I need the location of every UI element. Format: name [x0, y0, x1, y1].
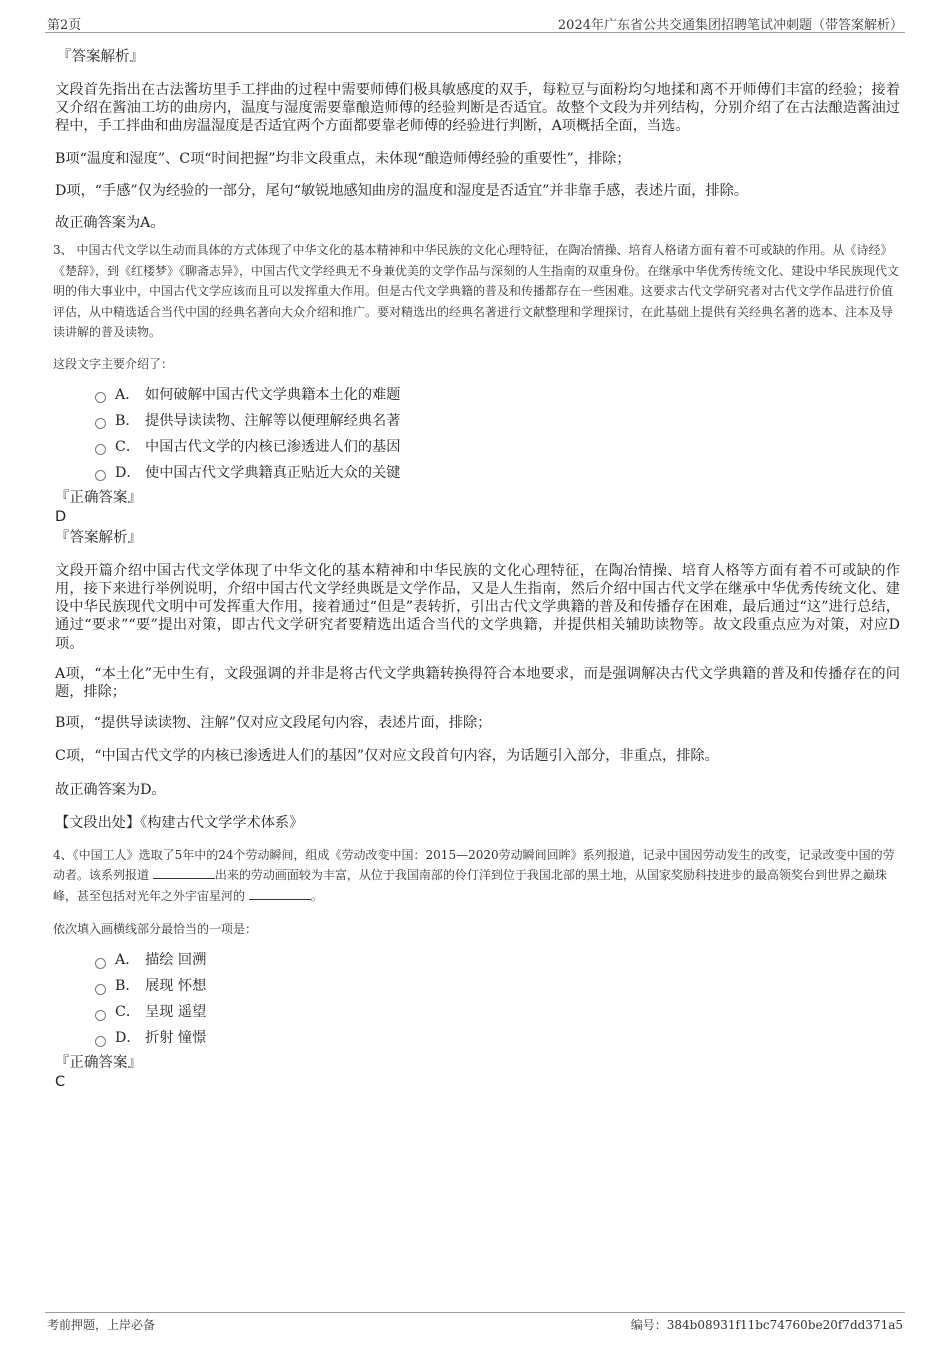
- page-content: [55, 40, 900, 1091]
- document-code: 编号：384b08931f11bc74760be20f7dd371a5: [630, 1318, 903, 1332]
- analysis-paragraph: D项，“手感”仅为经验的一部分，尾句“敏锐地感知曲房的温度和湿度是否适宜”并非靠手感，表述片面，排除。: [55, 182, 749, 199]
- analysis-paragraph: 文段开篇介绍中国古代文学体现了中华文化的基本精神和中华民族的文化心理特征，在陶冶情操、培育人格等方面有着不可或缺的作用，接下来进行举例说明，介绍中国古代文学经典既是文学作品，又是人生指南，然后介绍中国古代文学在继承中华优秀传统文化、建设中华民族现代文明中可发挥重大作用，接着通过“但是”表转折，引出古代文学典籍的普及和传播存在困难，最后通过“这”进行总结，通过“要求”“要”提出对策，即古代文学研究者要精选出适合当代的文学典籍，并提供相关辅助读物等。故文段重点应为对策，对应D项。: [55, 562, 900, 652]
- correct-answer: C: [55, 1074, 66, 1091]
- footer-slogan: 考前押题，上岸必备: [47, 1318, 156, 1332]
- correct-answer-label: 『正确答案』: [55, 489, 142, 506]
- analysis-paragraph: B项，“提供导读读物、注解”仅对应文段尾句内容，表述片面，排除；: [55, 715, 492, 732]
- question-4-prompt: 依次填入画横线部分最恰当的一项是：: [53, 922, 258, 937]
- analysis-paragraph: A项，“本土化”无中生有，文段强调的并非是将古代文学典籍转换得符合本地要求，而是强调解决古代文学典籍的普及和传播存在的问题，排除；: [55, 665, 900, 700]
- option-a[interactable]: A． 如何破解中国古代文学典籍本土化的难题: [95, 382, 900, 408]
- radio-button-icon[interactable]: [95, 958, 106, 969]
- blank-line: [249, 887, 311, 900]
- radio-button-icon[interactable]: [95, 984, 106, 995]
- question-3-prompt: 这段文字主要介绍了：: [53, 356, 174, 371]
- correct-answer-label: 『正确答案』: [55, 1055, 142, 1072]
- radio-button-icon[interactable]: [95, 392, 106, 403]
- question-3-options: [55, 382, 900, 486]
- page-footer: [45, 1312, 905, 1337]
- analysis-conclusion: 故正确答案为A。: [55, 215, 165, 232]
- option-b[interactable]: B． 展现 怀想: [95, 973, 900, 999]
- analysis-paragraph: 文段首先指出在古法酱坊里手工拌曲的过程中需要师傅们极具敏感度的双手，每粒豆与面粉均匀地揉和离不开师傅们丰富的经验；接着又介绍在酱油工坊的曲房内，温度与湿度需要靠酿造师傅的经验判断是否适宜。故整个文段为并列结构，分别介绍了在古法酿造酱油过程中，手工拌曲和曲房温湿度是否适宜两个方面都要靠老师傅的经验进行判断，A项概括全面，当选。: [55, 82, 900, 135]
- correct-answer: D: [55, 508, 67, 525]
- option-a[interactable]: A． 描绘 回溯: [95, 947, 900, 973]
- question-3-text: 3、 中国古代文学以生动而具体的方式体现了中华文化的基本精神和中华民族的文化心理特征，在陶冶情操、培育人格诸方面有着不可或缺的作用。从《诗经》《楚辞》，到《红楼梦》《聊斋志异》，中国古代文学经典无不身兼优美的文学作品与深刻的人生指南的双重身份。在继承中华优秀传统文化、建设中华民族现代文明的伟大事业中，中国古代文学应该而且可以发挥重大作用。但是古代文学典籍的普及和传播都存在一些困难。这要求古代文学研究者对古代文学作品进行价值评估，从中精选适合当代中国的经典名著向大众介绍和推广。要对精选出的经典名著进行文献整理和学理探讨，在此基础上提供有关经典名著的选本、注本及导读讲解的普及读物。: [53, 243, 900, 340]
- analysis-label: 『答案解析』: [55, 529, 142, 546]
- option-c[interactable]: C． 呈现 遥望: [95, 999, 900, 1025]
- analysis-paragraph: B项“温度和湿度”、C项“时间把握”均非文段重点，未体现“酿造师傅经验的重要性”，排除；: [55, 150, 631, 167]
- question-4-text: 4、《中国工人》选取了5年中的24个劳动瞬间，组成《劳动改变中国：2015—2020劳动瞬间回眸》系列报道，记录中国因劳动发生的改变，记录改变中国的劳动者。该系列报道 出来的劳动画面较为丰富，从位于我国南部的伶仃洋到位于我国北部的黑土地，从国家奖励科技进步的最高领奖台到世界之巅珠峰，甚至包括对光年之外宇宙星河的 。: [53, 847, 895, 903]
- document-title: 2024年广东省公共交通集团招聘笔试冲刺题（带答案解析）: [557, 18, 903, 33]
- page-header: [45, 10, 905, 33]
- question-4-options: [55, 947, 900, 1051]
- option-c[interactable]: C． 中国古代文学的内核已渗透进人们的基因: [95, 434, 900, 460]
- option-d[interactable]: D． 折射 憧憬: [95, 1025, 900, 1051]
- analysis-label: 『答案解析』: [57, 49, 144, 65]
- radio-button-icon[interactable]: [95, 1036, 106, 1047]
- option-b[interactable]: B． 提供导读读物、注解等以便理解经典名著: [95, 408, 900, 434]
- option-d[interactable]: D． 使中国古代文学典籍真正贴近大众的关键: [95, 460, 900, 486]
- radio-button-icon[interactable]: [95, 470, 106, 481]
- blank-line: [153, 866, 215, 879]
- page-number: 第2页: [47, 18, 82, 33]
- radio-button-icon[interactable]: [95, 418, 106, 429]
- radio-button-icon[interactable]: [95, 444, 106, 455]
- radio-button-icon[interactable]: [95, 1010, 106, 1021]
- source-citation: 【文段出处】《构建古代文学学术体系》: [55, 814, 304, 831]
- analysis-paragraph: C项，“中国古代文学的内核已渗透进人们的基因”仅对应文段首句内容，为话题引入部分，非重点，排除。: [55, 748, 719, 765]
- analysis-conclusion: 故正确答案为D。: [55, 781, 166, 798]
